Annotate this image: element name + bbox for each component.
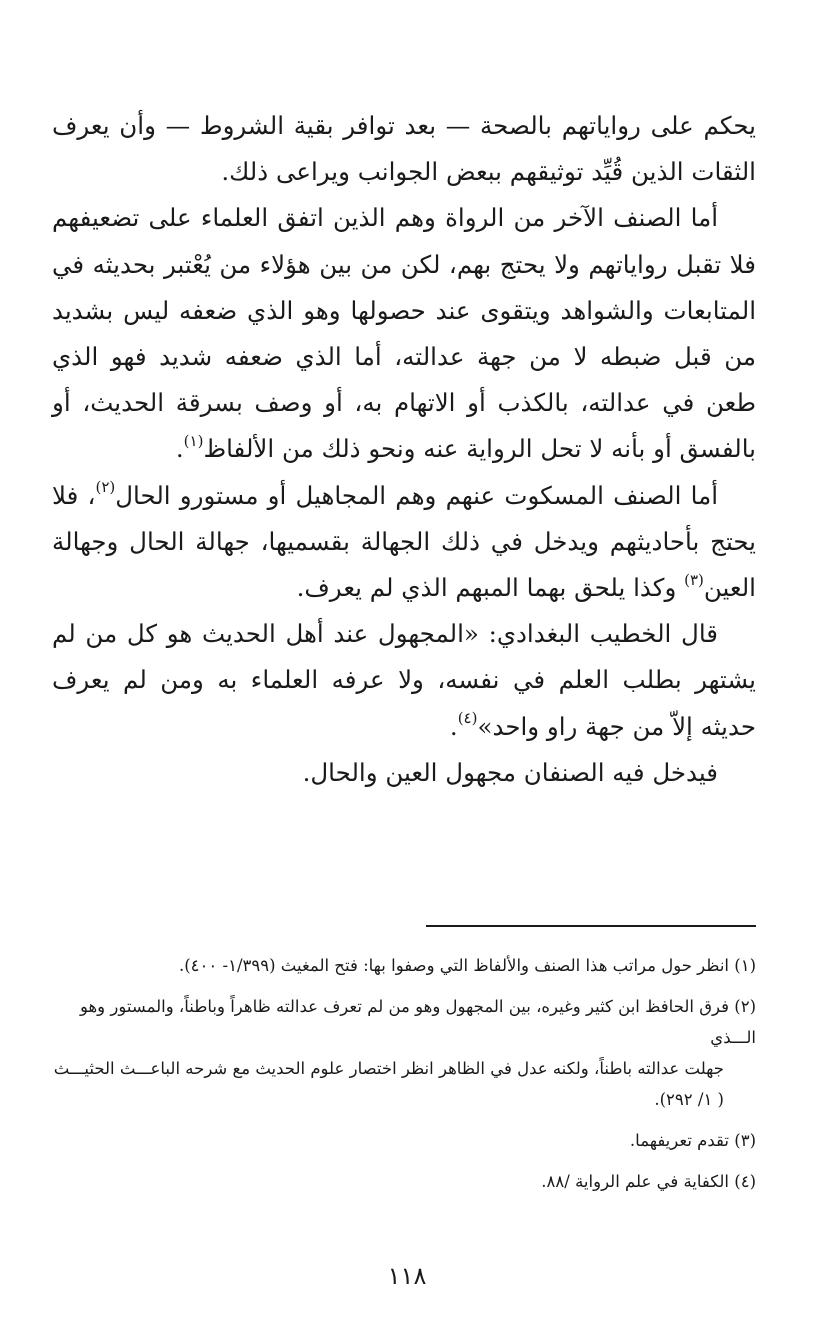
footnote-2-line-3: ( ١/ ٢٩٢). [654, 1090, 724, 1109]
paragraph-1: يحكم على رواياتهم بالصحة — بعد توافر بقية الشروط — وأن يعرف الثقات الذين قُيِّد توثيقهم ببعض الجوانب ويراعى ذلك. [52, 111, 756, 187]
footnote-1: (١) انظر حول مراتب هذا الصنف والألفاظ التي وصفوا بها: فتح المغيث (١/٣٩٩- ٤٠٠). [178, 956, 756, 975]
page-number: ١١٨ [387, 1262, 427, 1290]
paragraph-2: أما الصنف الآخر من الرواة وهم الذين اتفق العلماء على تضعيفهم فلا تقبل رواياتهم ولا يحتج بهم، لكن من بين هؤلاء من يُعْتبر بحديثه في المتابعات والشواهد ويتقوى عند حصولها وهو الذي ضعفه ليس بشديد من قبل ضبطه لا من جهة عدالته، أما الذي ضعفه شديد فهو الذي طعن في عدالته، بالكذب أو الاتهام به، أو وصف بسرقة الحديث، أو بالفسق أو بأنه لا تحل الرواية عنه ونحو ذلك من الألفاظ$^{(١)}$. [52, 203, 756, 464]
footnote-ref-2[interactable]: (٢) [95, 478, 116, 497]
main-text [52, 103, 756, 796]
footnote-ref-4[interactable]: (٤) [457, 709, 478, 728]
footnote-2-line-1: (٢) فرق الحافظ ابن كثير وغيره، بين المجهول وهو من لم تعرف عدالته ظاهراً وباطناً، والمستور وهو الـــذي [79, 997, 756, 1047]
paragraph-4: قال الخطيب البغدادي: «المجهول عند أهل الحديث هو كل من لم يشتهر بطلب العلم في نفسه، ولا عرفه العلماء به ومن لم يعرف حديثه إلاّ من جهة راو واحد»$^{(٤)}$. [52, 619, 756, 741]
footnote-3: (٣) تقدم تعريفهما. [629, 1131, 756, 1150]
footnote-ref-1[interactable]: (١) [183, 432, 204, 451]
footnote-2-line-2: جهلت عدالته باطناً، ولكنه عدل في الظاهر انظر اختصار علوم الحديث مع شرحه الباعـــث الحثيـــث [53, 1059, 724, 1078]
paragraph-3: أما الصنف المسكوت عنهم وهم المجاهيل أو مستورو الحال$^{(٢)}$، فلا يحتج بأحاديثهم ويدخل في ذلك الجهالة بقسميها، جهالة الحال وجهالة العين$^{(٣)}$ وكذا يلحق بهما المبهم الذي لم يعرف. [52, 478, 756, 603]
footnote-ref-3[interactable]: (٣) [684, 570, 704, 589]
footnote-2 [52, 991, 756, 1115]
footnote-divider [426, 925, 756, 927]
paragraph-5: فيدخل فيه الصنفان مجهول العين والحال. [302, 757, 718, 787]
footnote-4: (٤) الكفاية في علم الرواية /٨٨. [541, 1172, 756, 1191]
footnotes [52, 950, 756, 1207]
